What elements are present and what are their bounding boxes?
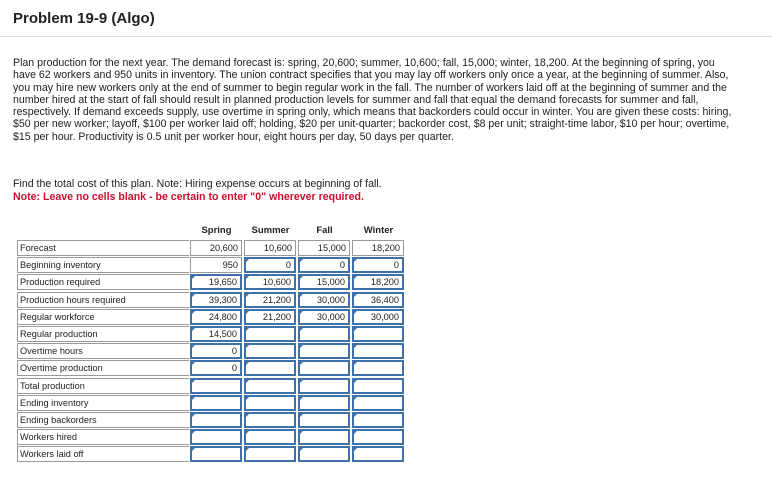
cell-spring[interactable]: 19,650 — [190, 274, 242, 290]
row-label: Total production — [17, 378, 189, 394]
cell-spring[interactable]: 39,300 — [190, 292, 242, 308]
cell-summer[interactable] — [244, 429, 296, 445]
cell-fall[interactable] — [298, 412, 350, 428]
cell-winter[interactable]: 30,000 — [352, 309, 404, 325]
row-label: Beginning inventory — [17, 257, 189, 273]
problem-title: Problem 19-9 (Algo) — [13, 10, 155, 27]
table-row — [17, 240, 405, 257]
cell-summer[interactable] — [244, 395, 296, 411]
cell-fall[interactable]: 15,000 — [298, 274, 350, 290]
cell-fall[interactable] — [298, 326, 350, 342]
row-label: Forecast — [17, 240, 189, 256]
cell-summer[interactable] — [244, 378, 296, 394]
table-row — [17, 326, 405, 343]
column-header-fall: Fall — [316, 225, 333, 236]
cell-winter[interactable] — [352, 446, 404, 462]
cell-winter[interactable]: 18,200 — [352, 274, 404, 290]
column-header-winter: Winter — [363, 225, 394, 236]
table-row — [17, 309, 405, 326]
row-label: Overtime production — [17, 360, 189, 376]
cell-fall[interactable] — [298, 360, 350, 376]
cell-spring[interactable] — [190, 429, 242, 445]
cell-winter[interactable] — [352, 412, 404, 428]
cell-fall[interactable]: 30,000 — [298, 309, 350, 325]
cell-summer[interactable] — [244, 326, 296, 342]
cell-spring: 950 — [190, 257, 242, 273]
cell-fall[interactable] — [298, 429, 350, 445]
cell-fall[interactable]: 30,000 — [298, 292, 350, 308]
problem-statement: Plan production for the next year. The demand forecast is: spring, 20,600; summer, 10,600; fall, 15,000; winter, 18,200. At the beginning of spring, you have 62 workers and 950 units in inventory. The union contract specifies that you may lay off workers only once a year, at the beginning of summer. Also, you may hire new workers only at the end of summer to begin regular work in the fall. The number of workers laid off at the beginning of summer and the number hired at the start of fall should result in planned production levels for summer and fall that equal the demand forecasts for summer and fall, respectively. If demand exceeds supply, use overtime in spring only, which means that backorders could occur in winter. You are given these costs: hiring, $50 per new worker; layoff, $100 per worker laid off; holding, $20 per unit-quarter; backorder cost, $8 per unit; straight-time labor, $10 per hour; overtime, $15 per hour. Productivity is 0.5 unit per worker hour, eight hours per day, 50 days per quarter. — [13, 57, 732, 143]
table-row — [17, 292, 405, 309]
row-label: Production required — [17, 274, 189, 290]
cell-summer[interactable] — [244, 343, 296, 359]
cell-summer[interactable] — [244, 446, 296, 462]
cell-fall: 15,000 — [298, 240, 350, 256]
cell-spring[interactable]: 0 — [190, 360, 242, 376]
cell-winter[interactable]: 36,400 — [352, 292, 404, 308]
row-label: Workers hired — [17, 429, 189, 445]
row-label: Overtime hours — [17, 343, 189, 359]
cell-winter[interactable]: 0 — [352, 257, 404, 273]
production-plan-table — [17, 225, 405, 463]
row-label: Regular workforce — [17, 309, 189, 325]
instruction-text: Find the total cost of this plan. Note: Hiring expense occurs at beginning of fall. — [13, 178, 382, 190]
cell-fall[interactable] — [298, 343, 350, 359]
row-label: Workers laid off — [17, 446, 189, 462]
note-text: Note: Leave no cells blank - be certain to enter "0" wherever required. — [13, 191, 364, 203]
table-row — [17, 429, 405, 446]
cell-winter[interactable] — [352, 378, 404, 394]
table-row — [17, 446, 405, 463]
table-row — [17, 360, 405, 377]
cell-summer[interactable] — [244, 412, 296, 428]
cell-winter[interactable] — [352, 326, 404, 342]
title-divider — [0, 36, 772, 37]
cell-spring[interactable]: 0 — [190, 343, 242, 359]
cell-summer[interactable]: 0 — [244, 257, 296, 273]
cell-fall[interactable]: 0 — [298, 257, 350, 273]
cell-spring[interactable] — [190, 412, 242, 428]
table-row — [17, 343, 405, 360]
cell-winter[interactable] — [352, 429, 404, 445]
cell-fall[interactable] — [298, 395, 350, 411]
cell-spring[interactable] — [190, 446, 242, 462]
table-row — [17, 378, 405, 395]
column-header-spring: Spring — [201, 225, 232, 236]
table-row — [17, 395, 405, 412]
table-header — [17, 225, 405, 240]
cell-winter[interactable] — [352, 343, 404, 359]
row-label: Production hours required — [17, 292, 189, 308]
cell-winter[interactable] — [352, 360, 404, 376]
cell-spring: 20,600 — [190, 240, 242, 256]
row-label: Regular production — [17, 326, 189, 342]
cell-spring[interactable] — [190, 378, 242, 394]
cell-spring[interactable]: 14,500 — [190, 326, 242, 342]
cell-summer[interactable] — [244, 360, 296, 376]
row-label: Ending backorders — [17, 412, 189, 428]
cell-summer[interactable]: 21,200 — [244, 292, 296, 308]
cell-summer[interactable]: 10,600 — [244, 274, 296, 290]
cell-winter: 18,200 — [352, 240, 404, 256]
cell-winter[interactable] — [352, 395, 404, 411]
table-row — [17, 257, 405, 274]
row-label: Ending inventory — [17, 395, 189, 411]
cell-fall[interactable] — [298, 446, 350, 462]
table-body — [17, 240, 405, 463]
table-row — [17, 412, 405, 429]
cell-summer: 10,600 — [244, 240, 296, 256]
cell-spring[interactable]: 24,800 — [190, 309, 242, 325]
table-row — [17, 274, 405, 291]
cell-summer[interactable]: 21,200 — [244, 309, 296, 325]
column-header-summer: Summer — [251, 225, 290, 236]
cell-spring[interactable] — [190, 395, 242, 411]
cell-fall[interactable] — [298, 378, 350, 394]
